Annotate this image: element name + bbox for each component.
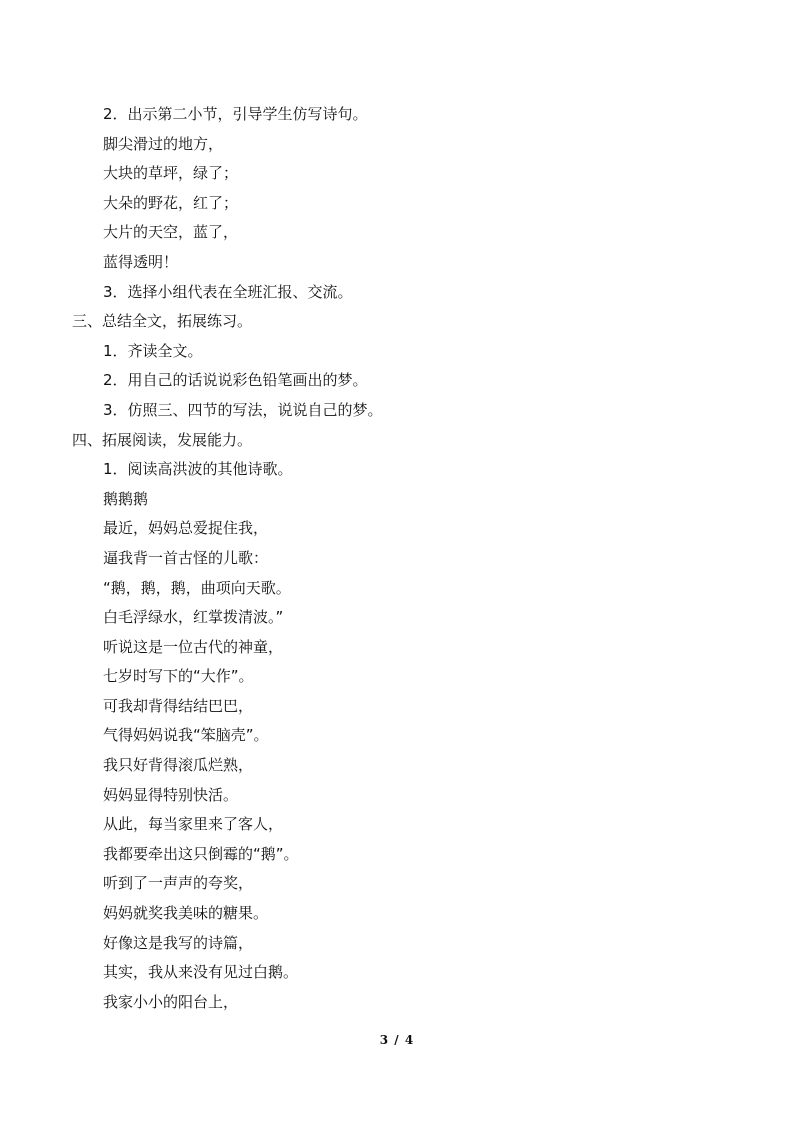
text-line: 气得妈妈说我“笨脑壳”。 (103, 726, 269, 745)
document-body (0, 100, 794, 1017)
text-line: 妈妈显得特别快活。 (103, 785, 239, 804)
text-line: 2．出示第二小节，引导学生仿写诗句。 (103, 105, 368, 123)
text-line: 好像这是我写的诗篇， (103, 933, 254, 952)
text-line: 听到了一声声的夸奖， (103, 874, 254, 893)
section-heading: 三、总结全文，拓展练习。 (72, 312, 253, 331)
text-line: 大块的草坪，绿了； (103, 164, 239, 183)
text-line: “鹅，鹅，鹅，曲项向天歌。 (103, 578, 291, 597)
text-line: 大朵的野花，红了； (103, 193, 239, 212)
text-line: 蓝得透明！ (103, 252, 179, 271)
section-heading: 四、拓展阅读，发展能力。 (72, 430, 253, 449)
text-line: 七岁时写下的“大作”。 (103, 667, 254, 686)
text-line: 我都要牵出这只倒霉的“鹅”。 (103, 844, 299, 863)
text-line: 1．阅读高洪波的其他诗歌。 (103, 460, 293, 479)
text-line: 最近，妈妈总爱捉住我， (103, 519, 269, 538)
text-line: 1．齐读全文。 (103, 341, 203, 360)
text-line: 我只好背得滚瓜烂熟， (103, 756, 254, 775)
text-line: 其实，我从来没有见过白鹅。 (103, 963, 299, 982)
text-line: 可我却背得结结巴巴， (103, 696, 254, 715)
text-line: 白毛浮绿水，红掌拨清波。” (103, 608, 284, 627)
text-line: 逼我背一首古怪的儿歌： (103, 548, 269, 567)
text-line: 妈妈就奖我美味的糖果。 (103, 904, 269, 923)
page-number: 3 / 4 (379, 1033, 415, 1047)
text-line: 大片的天空，蓝了， (103, 223, 239, 242)
text-line: 鹅鹅鹅 (103, 489, 149, 508)
text-line: 从此，每当家里来了客人， (103, 815, 284, 834)
text-line: 3．仿照三、四节的写法，说说自己的梦。 (103, 400, 383, 419)
text-line: 3．选择小组代表在全班汇报、交流。 (103, 282, 353, 301)
text-line: 脚尖滑过的地方， (103, 134, 224, 153)
text-line: 2．用自己的话说说彩色铅笔画出的梦。 (103, 371, 368, 390)
text-line: 听说这是一位古代的神童， (103, 637, 284, 656)
text-line: 我家小小的阳台上， (103, 992, 239, 1011)
